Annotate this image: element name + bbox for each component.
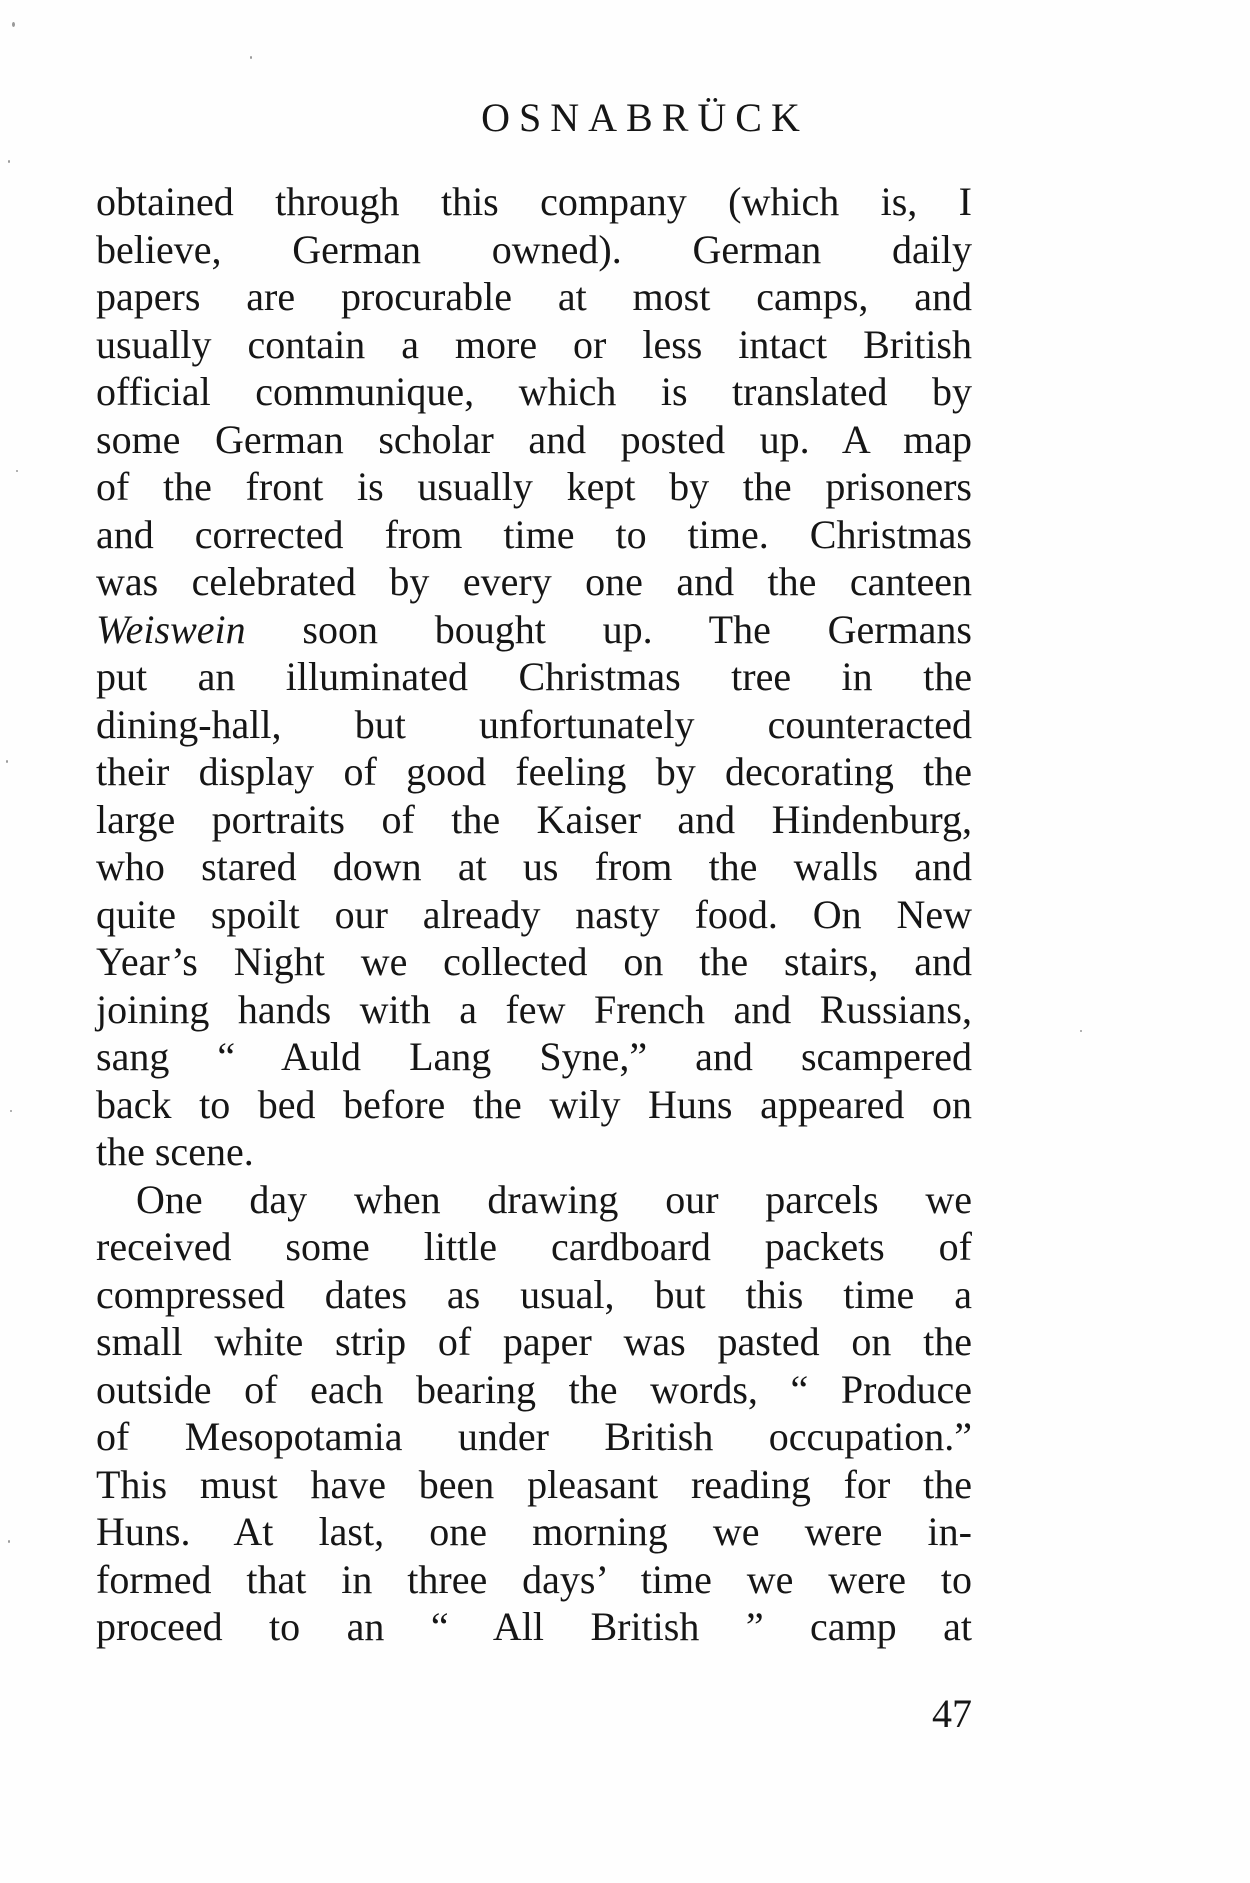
- text-line: received some little cardboard packets of: [96, 1224, 972, 1269]
- text-line: proceed to an “ All British ” camp at: [96, 1604, 972, 1649]
- text-line: was celebrated by every one and the canteen: [96, 559, 972, 604]
- text-line: formed that in three days’ time we were to: [96, 1556, 972, 1602]
- text-line: One day when drawing our parcels we: [136, 1176, 972, 1222]
- text-line: back to bed before the wily Huns appeared on: [96, 1081, 972, 1127]
- text-line: compressed dates as usual, but this time a: [96, 1271, 972, 1317]
- text-line: believe, German owned). German daily: [96, 226, 972, 272]
- text-line: Huns. At last, one morning we were in-: [96, 1509, 972, 1554]
- text-line: their display of good feeling by decorating the: [96, 749, 972, 794]
- text-line: quite spoilt our already nasty food. On New: [96, 891, 972, 937]
- text-line: small white strip of paper was pasted on the: [96, 1319, 972, 1364]
- scan-speck: [16, 470, 18, 472]
- text-line: official communique, which is translated by: [96, 369, 972, 414]
- text-line: of Mesopotamia under British occupation.”: [96, 1414, 972, 1459]
- body-text: [96, 178, 972, 1651]
- text-line: and corrected from time to time. Christmas: [96, 511, 972, 557]
- scan-speck: [8, 1540, 10, 1543]
- text-line: of the front is usually kept by the prisoners: [96, 464, 972, 509]
- scan-speck: [10, 1110, 12, 1112]
- scan-speck: [6, 760, 8, 763]
- running-head: OSNABRÜCK: [481, 95, 809, 140]
- text-line: put an illuminated Christmas tree in the: [96, 654, 972, 699]
- italic-word: Weiswein: [96, 606, 246, 652]
- text-line: sang “ Auld Lang Syne,” and scampered: [96, 1034, 972, 1079]
- text-line: who stared down at us from the walls and: [96, 844, 972, 889]
- text-line: usually contain a more or less intact British: [96, 321, 972, 367]
- scan-speck: [8, 160, 10, 163]
- text-line: Year’s Night we collected on the stairs, and: [96, 939, 972, 984]
- text-line: joining hands with a few French and Russians,: [96, 986, 972, 1032]
- text-line: This must have been pleasant reading for the: [96, 1461, 972, 1507]
- text-line: dining-hall, but unfortunately counteracted: [96, 701, 972, 747]
- text-line-rest: soon bought up. The Germans: [245, 606, 972, 652]
- scan-speck: [1080, 1030, 1082, 1032]
- text-line: some German scholar and posted up. A map: [96, 416, 972, 462]
- scan-speck: [250, 56, 252, 59]
- text-line: the scene.: [96, 1129, 254, 1174]
- scan-speck: [12, 22, 15, 27]
- text-line: large portraits of the Kaiser and Hindenburg,: [96, 796, 972, 842]
- page-number: 47: [932, 1691, 972, 1736]
- text-line: papers are procurable at most camps, and: [96, 274, 972, 319]
- text-line: obtained through this company (which is, I: [96, 179, 972, 224]
- text-line: outside of each bearing the words, “ Produce: [96, 1366, 972, 1412]
- text-line: [96, 606, 972, 654]
